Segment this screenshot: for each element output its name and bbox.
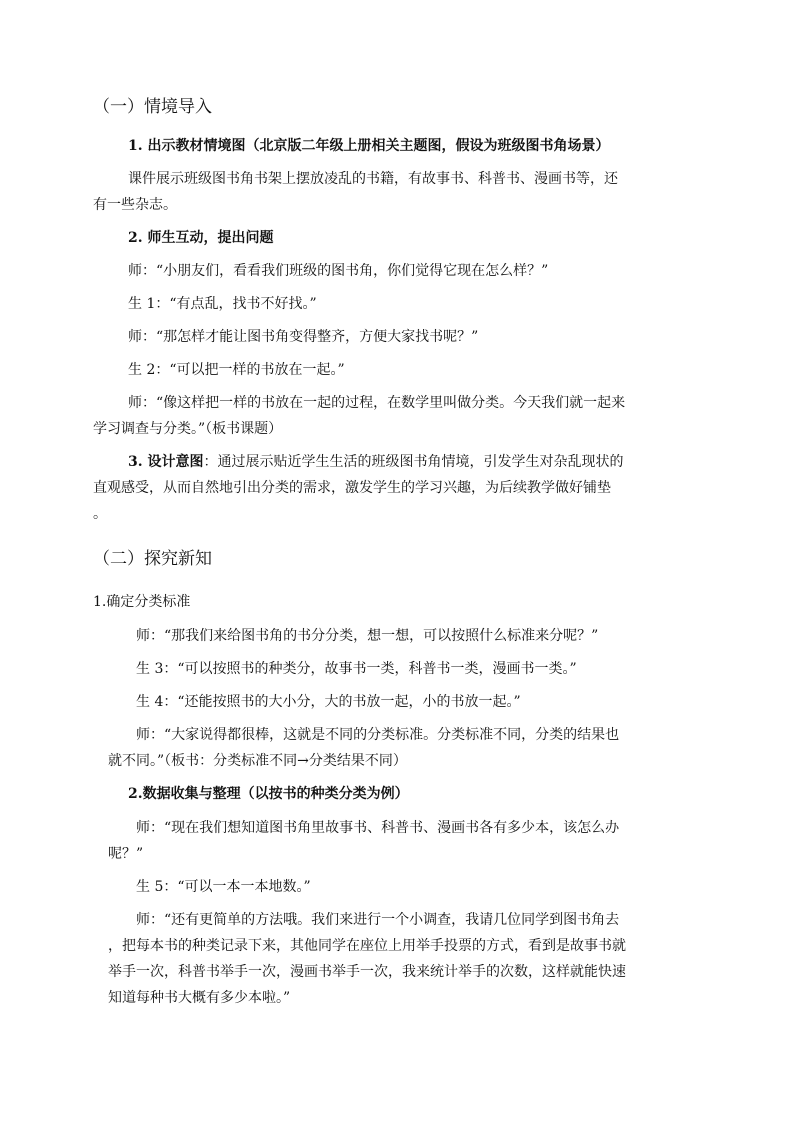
dialog-line: 知道每种书大概有多少本啦。” — [108, 990, 291, 1006]
item-2-title: 2. 师生互动，提出问题 — [128, 230, 274, 246]
paragraph-line: 有一些杂志。 — [93, 197, 177, 213]
dialog-line: 师：“大家说得都很棒，这就是不同的分类标准。分类标准不同，分类的结果也 — [136, 727, 620, 743]
dialog-line: 生 1：“有点乱，找书不好找。” — [128, 296, 317, 312]
dialog-line: 师：“那怎样才能让图书角变得整齐，方便大家找书呢？” — [128, 329, 479, 345]
sub-2-title: 2.数据收集与整理（以按书的种类分类为例） — [128, 786, 409, 802]
dialog-line: 学习调查与分类。”（板书课题） — [93, 421, 283, 437]
item-3-label: 3. 设计意图 — [128, 454, 204, 470]
sub-1-title: 1.确定分类标准 — [93, 594, 191, 610]
dialog-line: 生 5：“可以一本一本地数。” — [136, 879, 311, 895]
dialog-line: 呢？” — [108, 846, 144, 862]
section-title-2: （二）探究新知 — [93, 549, 212, 569]
item-3-line — [128, 452, 624, 472]
dialog-line: 师：“还有更简单的方法哦。我们来进行一个小调查，我请几位同学到图书角去 — [136, 912, 620, 928]
paragraph-line: 。 — [93, 506, 107, 522]
dialog-line: 师：“小朋友们，看看我们班级的图书角，你们觉得它现在怎么样？” — [128, 263, 549, 279]
section-title-1: （一）情境导入 — [93, 97, 212, 117]
dialog-line: 师：“那我们来给图书角的书分分类，想一想，可以按照什么标准来分呢？” — [136, 628, 599, 644]
dialog-line: 举手一次，科普书举手一次，漫画书举手一次，我来统计举手的次数，这样就能快速 — [108, 964, 626, 980]
dialog-line: 师：“现在我们想知道图书角里故事书、科普书、漫画书各有多少本，该怎么办 — [136, 820, 620, 836]
dialog-line: ，把每本书的种类记录下来，其他同学在座位上用举手投票的方式，看到是故事书就 — [108, 938, 626, 954]
item-3-text: ：通过展示贴近学生生活的班级图书角情境，引发学生对杂乱现状的 — [203, 454, 624, 470]
dialog-line: 生 3：“可以按照书的种类分，故事书一类，科普书一类，漫画书一类。” — [136, 661, 577, 677]
dialog-line: 生 4：“还能按照书的大小分，大的书放一起，小的书放一起。” — [136, 694, 521, 710]
dialog-line: 师：“像这样把一样的书放在一起的过程，在数学里叫做分类。今天我们就一起来 — [128, 395, 626, 411]
item-1-title: 1. 出示教材情境图（北京版二年级上册相关主题图，假设为班级图书角场景） — [128, 138, 610, 154]
paragraph-line: 直观感受，从而自然地引出分类的需求，激发学生的学习兴趣，为后续教学做好铺垫 — [93, 480, 611, 496]
paragraph-line: 课件展示班级图书角书架上摆放凌乱的书籍，有故事书、科普书、漫画书等，还 — [128, 171, 618, 187]
dialog-line: 生 2：“可以把一样的书放在一起。” — [128, 362, 345, 378]
dialog-line: 就不同。”（板书：分类标准不同→分类结果不同） — [108, 753, 407, 769]
